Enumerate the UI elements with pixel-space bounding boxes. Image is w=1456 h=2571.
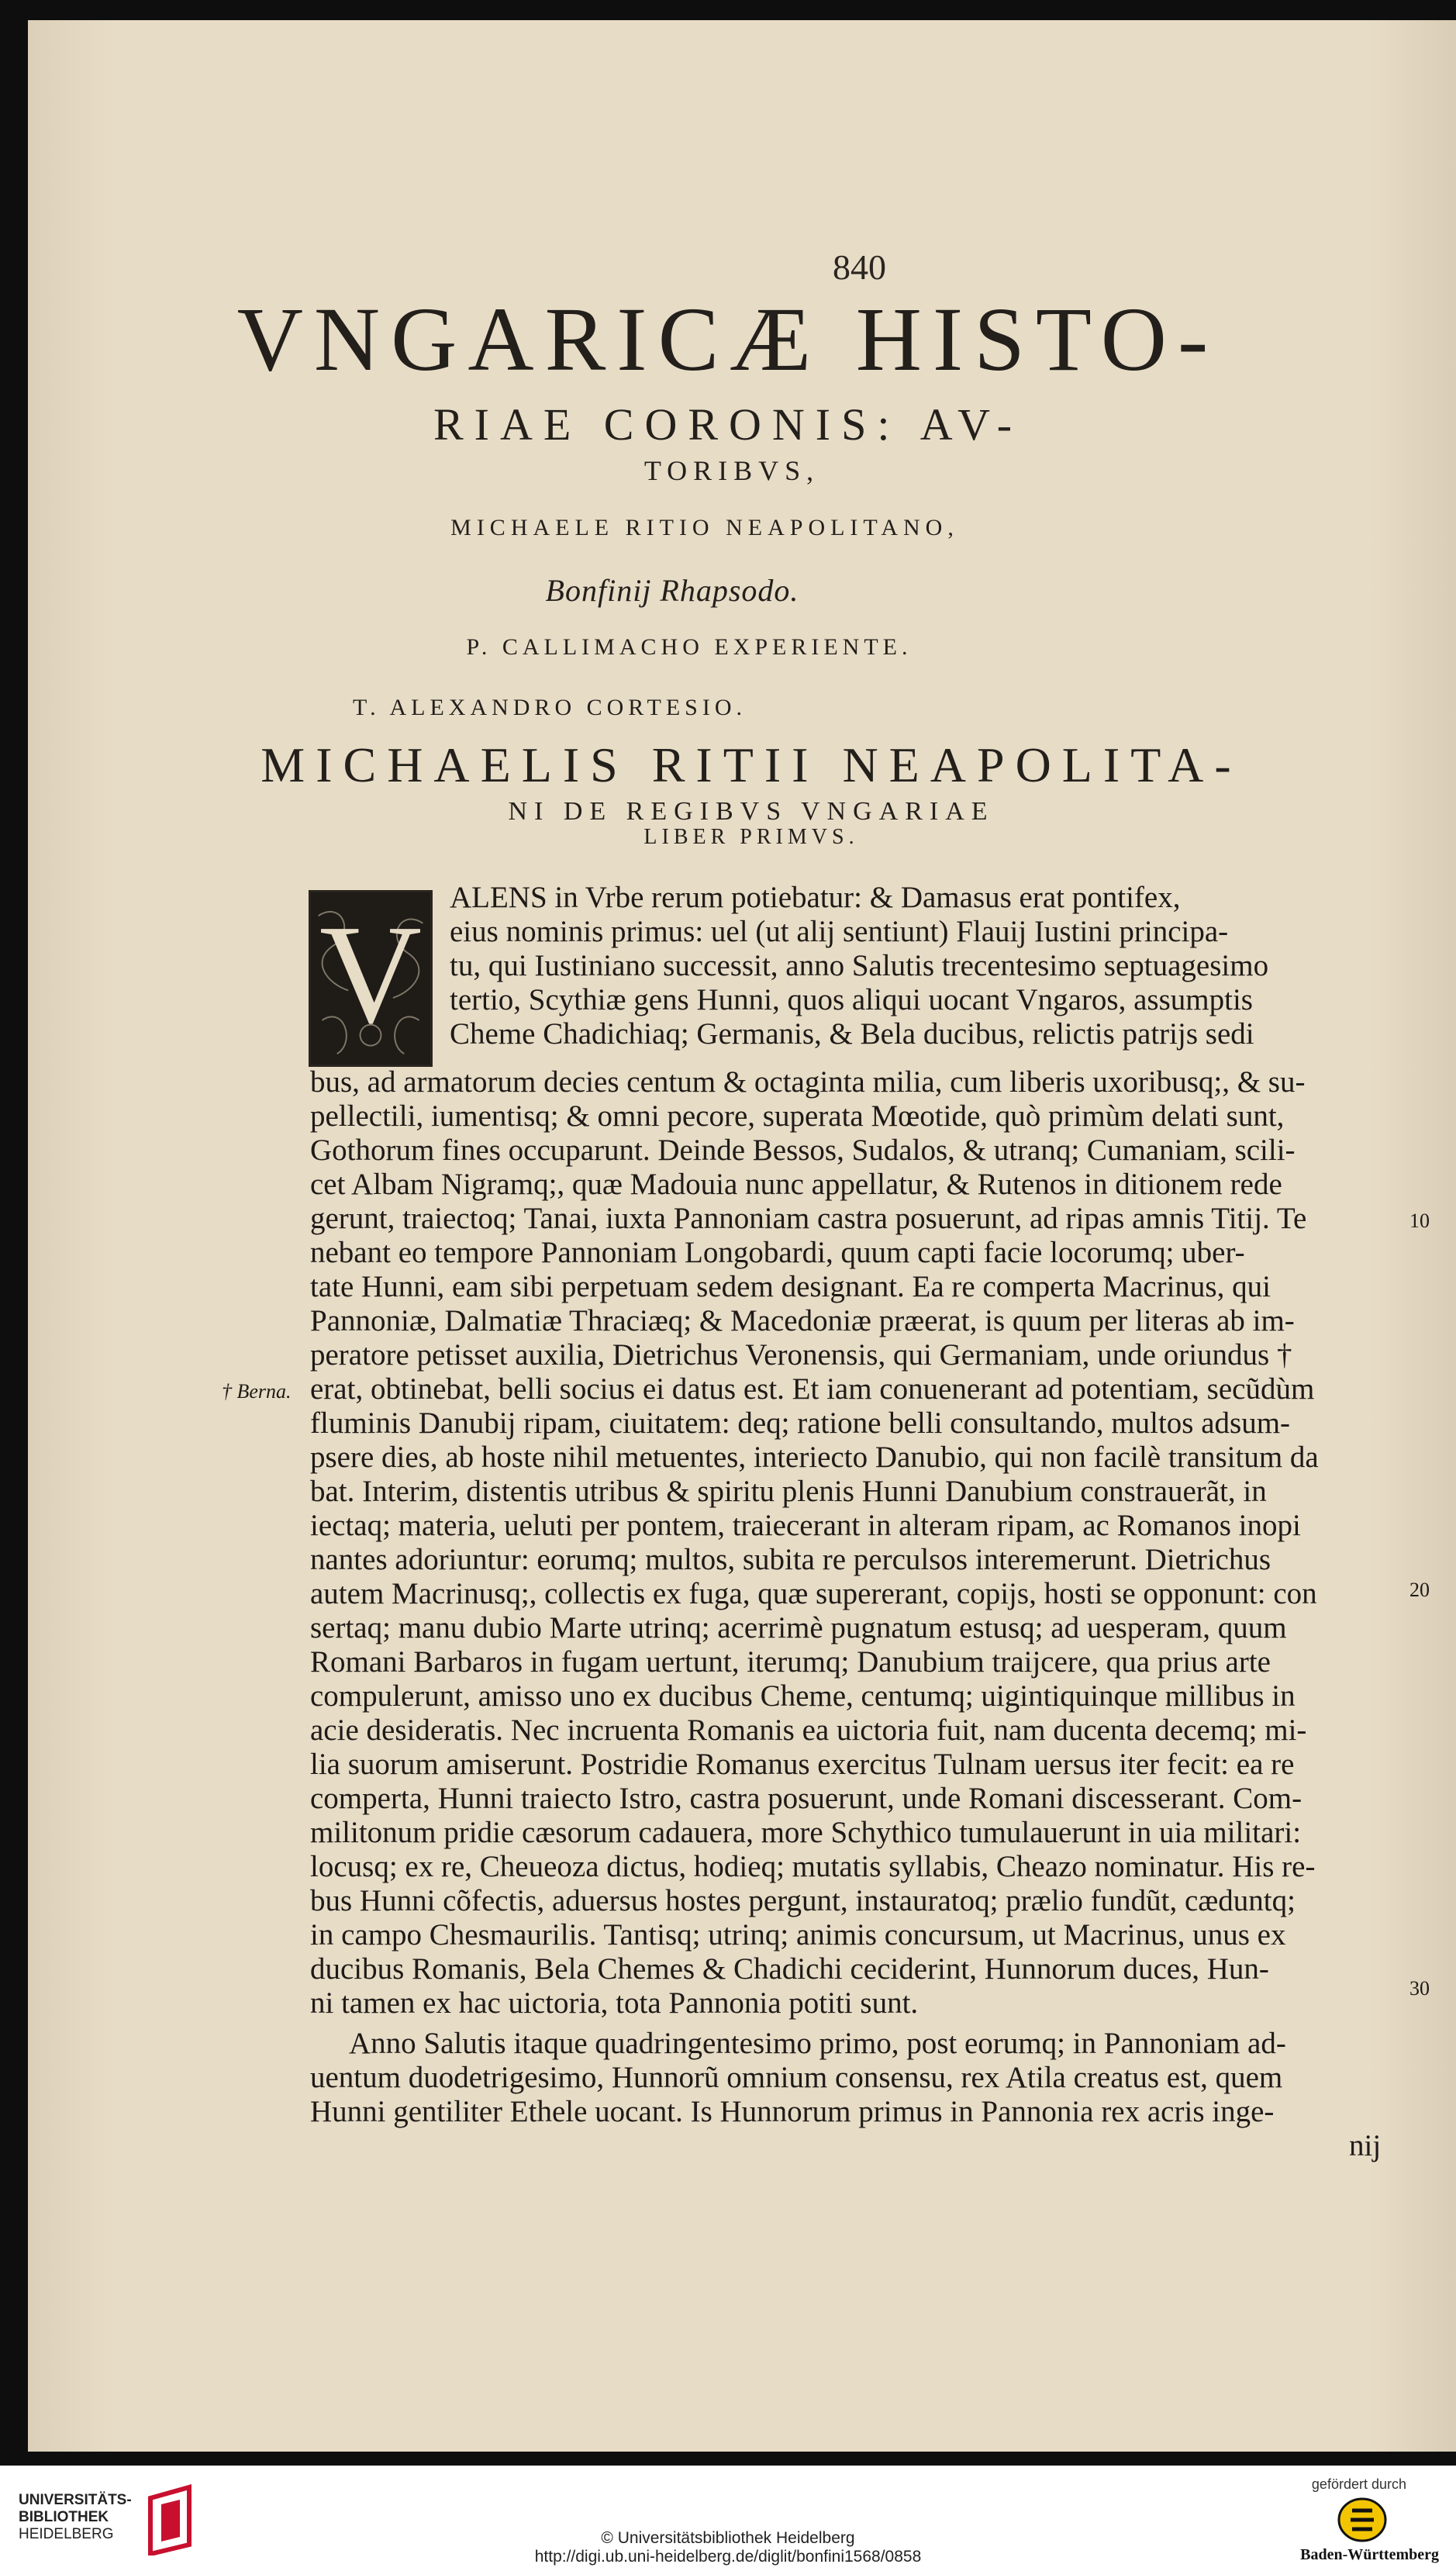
text-line: iectaq; materia, ueluti per pontem, traiecerant in alteram ripam, ac Romanos inopi xyxy=(310,1509,1301,1542)
margin-line-number-30: 30 xyxy=(1409,1977,1430,2000)
author-line-3: P. CALLIMACHO EXPERIENTE. xyxy=(466,634,913,660)
text-line: eius nominis primus: uel (ut alij sentiunt) Flauij Iustini principa- xyxy=(450,915,1229,948)
initial-letter: V xyxy=(319,895,423,1053)
text-line: bus Hunni cõfectis, aduersus hostes pergunt, instauratoq; prælio fundũt, cæduntq; xyxy=(310,1884,1296,1917)
footer-bar xyxy=(0,2466,1456,2571)
chapter-heading-3: LIBER PRIMVS. xyxy=(643,825,859,849)
text-line: tertio, Scythiæ gens Hunni, quos aliqui uocant Vngaros, assumptis xyxy=(450,983,1253,1016)
text-line: Anno Salutis itaque quadringentesimo primo, post eorumq; in Pannoniam ad- xyxy=(349,2027,1286,2060)
margin-line-number-10: 10 xyxy=(1409,1210,1430,1232)
title-line-1: VNGARICÆ HISTO- xyxy=(236,288,1220,390)
text-line: nebant eo tempore Pannoniam Longobardi, quum capti facie locorumq; uber- xyxy=(310,1236,1245,1269)
state-coat-of-arms-icon xyxy=(1335,2497,1389,2543)
page-number: 840 xyxy=(833,247,886,287)
permalink-url[interactable]: http://digi.ub.uni-heidelberg.de/diglit/bonfini1568/0858 xyxy=(534,2548,922,2566)
logo-line-1: UNIVERSITÄTS- xyxy=(19,2492,132,2508)
chapter-heading-2: NI DE REGIBVS VNGARIAE xyxy=(508,797,995,826)
text-line: psere dies, ab hoste nihil metuentes, interiecto Danubio, qui non facilè transitum da xyxy=(310,1441,1319,1474)
text-line: autem Macrinusq;, collectis ex fuga, quæ supererant, copijs, hosti se opponunt: con xyxy=(310,1577,1317,1610)
text-line: peratore petisset auxilia, Dietrichus Veronensis, qui Germaniam, unde oriundus † xyxy=(310,1338,1292,1372)
text-line: Hunni gentiliter Ethele uocant. Is Hunnorum primus in Pannonia rex acris inge- xyxy=(310,2095,1275,2128)
decorated-initial-v xyxy=(309,890,433,1067)
sponsor-label: gefördert durch xyxy=(1311,2476,1406,2492)
text-line: tate Hunni, eam sibi perpetuam sedem designant. Ea re comperta Macrinus, qui xyxy=(310,1270,1271,1303)
decorated-initial-icon xyxy=(311,892,430,1065)
text-line: comperta, Hunni traiecto Istro, castra posuerunt, unde Romani discesserant. Com- xyxy=(310,1782,1302,1815)
text-line: Romani Barbaros in fugam uertunt, iterumq; Danubium traijcere, qua prius arte xyxy=(310,1645,1271,1679)
author-line-4: T. ALEXANDRO CORTESIO. xyxy=(353,695,747,720)
text-line: ALENS in Vrbe rerum potiebatur: & Damasus erat pontifex, xyxy=(450,881,1181,914)
text-line: pellectili, iumentisq; & omni pecore, superata Mœotide, quò primùm delati sunt, xyxy=(310,1099,1285,1133)
text-line: acie desideratis. Nec incruenta Romanis ea uictoria fuit, nam ducenta decemq; mi- xyxy=(310,1713,1307,1747)
margin-note-berna: † Berna. xyxy=(222,1380,292,1403)
text-line: locusq; ex re, Cheueoza dictus, hodieq; mutatis syllabis, Cheazo nominatur. His re- xyxy=(310,1850,1316,1883)
text-line: Pannoniæ, Dalmatiæ Thraciæq; & Macedoniæ præerat, is quum per literas ab im- xyxy=(310,1304,1295,1337)
sponsor-name: Baden-Württemberg xyxy=(1300,2546,1439,2563)
text-line: Gothorum fines occuparunt. Deinde Bessos, Sudalos, & utranq; Cumaniam, scili- xyxy=(310,1134,1296,1167)
text-line: lia suorum amiserunt. Postridie Romanus exercitus Tulnam uersus iter fecit: ea re xyxy=(310,1748,1295,1781)
text-line: gerunt, traiectoq; Tanai, iuxta Pannoniam castra posuerunt, ad ripas amnis Titij. Te xyxy=(310,1202,1307,1235)
text-line: compulerunt, amisso uno ex ducibus Cheme, centumq; uigintiquinque millibus in xyxy=(310,1679,1296,1713)
logo-line-3: HEIDELBERG xyxy=(19,2526,114,2542)
text-line: tu, qui Iustiniano successit, anno Salutis trecentesimo septuagesimo xyxy=(450,949,1269,982)
text-line: fluminis Danubij ripam, ciuitatem: deq; ratione belli consultando, multos adsum- xyxy=(310,1406,1291,1440)
text-line: nij xyxy=(1349,2129,1382,2162)
text-line: nantes adoriuntur: eorumq; multos, subita re perculsos interemerunt. Dietrichus xyxy=(310,1543,1271,1576)
text-line: bat. Interim, distentis utribus & spiritu plenis Hunni Danubium constrauerãt, in xyxy=(310,1475,1267,1508)
text-line: ni tamen ex hac uictoria, tota Pannonia potiti sunt. xyxy=(310,1986,919,2020)
text-line: cet Albam Nigramq;, quæ Madouia nunc appellatur, & Rutenos in ditionem rede xyxy=(310,1168,1282,1201)
margin-line-number-20: 20 xyxy=(1409,1579,1430,1601)
chapter-heading-1: MICHAELIS RITII NEAPOLITA- xyxy=(260,737,1242,792)
text-line: bus, ad armatorum decies centum & octaginta milia, cum liberis uxoribusq;, & su- xyxy=(310,1065,1306,1099)
logo-line-2: BIBLIOTHEK xyxy=(19,2509,109,2525)
text-line: ducibus Romanis, Bela Chemes & Chadichi ceciderint, Hunnorum duces, Hun- xyxy=(310,1952,1269,1986)
text-line: militonum pridie cæsorum cadauera, more Schythico tumulauerunt in uia militari: xyxy=(310,1816,1302,1849)
text-line: sertaq; manu dubio Marte utrinq; acerrimè pugnatum estusq; ad uesperam, quum xyxy=(310,1611,1287,1644)
author-line-2: Bonfinij Rhapsodo. xyxy=(545,573,799,608)
text-line: erat, obtinebat, belli socius ei datus est. Et iam conuenerant ad potentiam, secũdùm xyxy=(310,1372,1315,1406)
title-line-2: RIAE CORONIS: AV- xyxy=(433,399,1023,450)
text-line: in campo Chesmaurilis. Tantisq; utrinq; animis concursum, ut Macrinus, unus ex xyxy=(310,1918,1286,1952)
text-line: Cheme Chadichiaq; Germanis, & Bela ducibus, relictis patrijs sedi xyxy=(450,1017,1254,1051)
author-line-1: MICHAELE RITIO NEAPOLITANO, xyxy=(450,515,959,540)
text-line: uentum duodetrigesimo, Hunnorũ omnium consensu, rex Atila creatus est, quem xyxy=(310,2061,1283,2094)
title-line-3: TORIBVS, xyxy=(643,455,820,486)
copyright-text: © Universitätsbibliothek Heidelberg xyxy=(601,2529,855,2547)
